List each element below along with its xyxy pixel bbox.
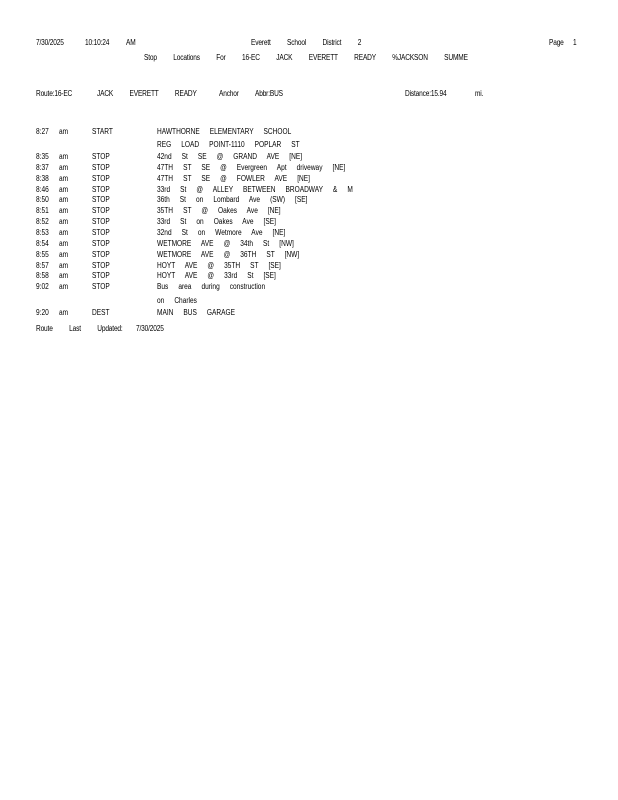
stop-type: STOP xyxy=(92,271,110,280)
stop-time: 8:53 xyxy=(36,228,49,237)
page-number: 1 xyxy=(573,38,577,47)
district-title: Everett School District 2 xyxy=(251,38,362,47)
stop-time: 9:20 xyxy=(36,308,49,317)
stop-time: 8:46 xyxy=(36,185,49,194)
stop-ampm: am xyxy=(59,127,69,136)
footer-label: Route Last Updated: xyxy=(36,324,123,333)
stop-type: STOP xyxy=(92,152,110,161)
stop-type: STOP xyxy=(92,261,110,270)
route-id: Route:16-EC xyxy=(36,89,73,98)
stop-ampm: am xyxy=(59,308,69,317)
stop-type: DEST xyxy=(92,308,110,317)
stop-time: 8:27 xyxy=(36,127,49,136)
route-abbr: Abbr:BUS xyxy=(255,89,283,98)
stop-time: 8:35 xyxy=(36,152,49,161)
report-time: 10:10:24 xyxy=(85,38,110,47)
stop-description: 36th St on Lombard Ave (SW) [SE] xyxy=(157,195,308,204)
stop-description: 32nd St on Wetmore Ave [NE] xyxy=(157,228,286,237)
stop-description: on Charles xyxy=(157,296,197,305)
stop-ampm: am xyxy=(59,217,69,226)
stop-ampm: am xyxy=(59,282,69,291)
stop-ampm: am xyxy=(59,174,69,183)
stop-type: START xyxy=(92,127,113,136)
stop-description: 47TH ST SE @ Evergreen Apt driveway [NE] xyxy=(157,163,346,172)
report-date: 7/30/2025 xyxy=(36,38,64,47)
stop-type: STOP xyxy=(92,282,110,291)
stop-ampm: am xyxy=(59,228,69,237)
stop-description: 35TH ST @ Oakes Ave [NE] xyxy=(157,206,281,215)
stop-time: 8:52 xyxy=(36,217,49,226)
distance-unit: mi. xyxy=(475,89,484,98)
stop-ampm: am xyxy=(59,271,69,280)
stop-ampm: am xyxy=(59,261,69,270)
stop-description: HAWTHORNE ELEMENTARY SCHOOL xyxy=(157,127,292,136)
stop-description: REG LOAD POINT-1110 POPLAR ST xyxy=(157,140,300,149)
stop-type: STOP xyxy=(92,163,110,172)
stop-ampm: am xyxy=(59,185,69,194)
stop-ampm: am xyxy=(59,195,69,204)
stop-time: 8:51 xyxy=(36,206,49,215)
stop-time: 8:54 xyxy=(36,239,49,248)
stop-time: 8:58 xyxy=(36,271,49,280)
stop-ampm: am xyxy=(59,239,69,248)
stop-type: STOP xyxy=(92,239,110,248)
stop-description: WETMORE AVE @ 36TH ST [NW] xyxy=(157,250,300,259)
stop-ampm: am xyxy=(59,152,69,161)
stop-type: STOP xyxy=(92,217,110,226)
stop-description: MAIN BUS GARAGE xyxy=(157,308,236,317)
stop-description: 33rd St on Oakes Ave [SE] xyxy=(157,217,276,226)
stop-type: STOP xyxy=(92,206,110,215)
route-name: JACK EVERETT READY xyxy=(97,89,197,98)
stop-type: STOP xyxy=(92,250,110,259)
report-subtitle: Stop Locations For 16-EC JACK EVERETT READY %JACKSON SUMME xyxy=(144,53,468,62)
stop-type: STOP xyxy=(92,185,110,194)
stop-ampm: am xyxy=(59,250,69,259)
stop-time: 8:55 xyxy=(36,250,49,259)
stop-description: Bus area during construction xyxy=(157,282,266,291)
stop-ampm: am xyxy=(59,206,69,215)
stop-type: STOP xyxy=(92,195,110,204)
stop-time: 9:02 xyxy=(36,282,49,291)
stop-description: 47TH ST SE @ FOWLER AVE [NE] xyxy=(157,174,310,183)
stop-ampm: am xyxy=(59,163,69,172)
stop-description: 42nd St SE @ GRAND AVE [NE] xyxy=(157,152,303,161)
report-ampm: AM xyxy=(126,38,136,47)
stop-description: HOYT AVE @ 35TH ST [SE] xyxy=(157,261,281,270)
stop-description: WETMORE AVE @ 34th St [NW] xyxy=(157,239,294,248)
route-anchor: Anchor xyxy=(219,89,239,98)
stop-type: STOP xyxy=(92,174,110,183)
stop-time: 8:50 xyxy=(36,195,49,204)
route-distance: Distance:15.94 xyxy=(405,89,447,98)
stop-time: 8:38 xyxy=(36,174,49,183)
stop-time: 8:37 xyxy=(36,163,49,172)
page-label: Page xyxy=(549,38,564,47)
stop-type: STOP xyxy=(92,228,110,237)
stop-description: HOYT AVE @ 33rd St [SE] xyxy=(157,271,276,280)
stop-description: 33rd St @ ALLEY BETWEEN BROADWAY & M xyxy=(157,185,353,194)
stop-time: 8:57 xyxy=(36,261,49,270)
footer-date: 7/30/2025 xyxy=(136,324,164,333)
